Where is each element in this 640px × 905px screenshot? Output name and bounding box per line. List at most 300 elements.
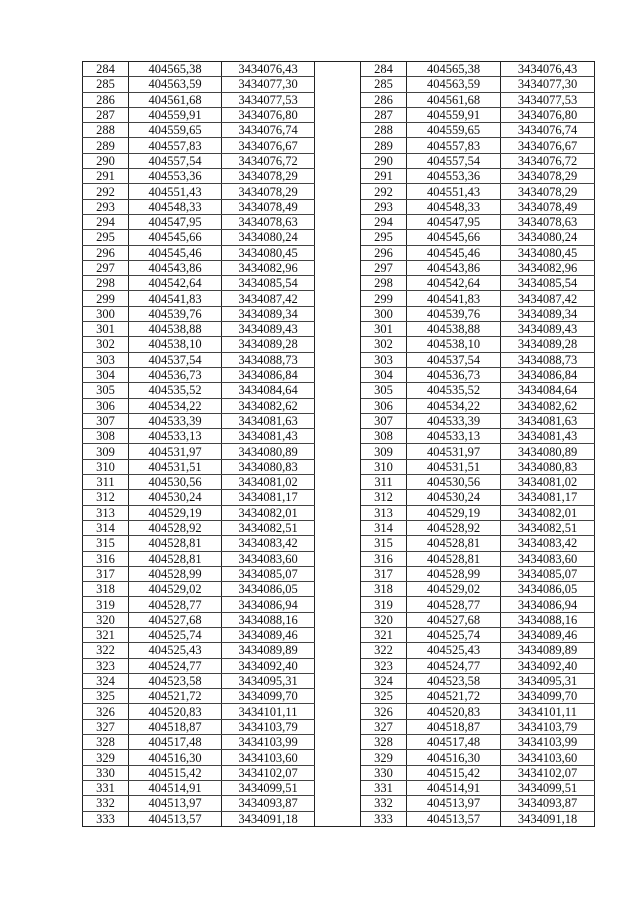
left-x-coordinate-cell: 404557,54 bbox=[129, 153, 222, 168]
left-x-coordinate-cell: 404565,38 bbox=[129, 62, 222, 77]
right-y-coordinate-cell: 3434087,42 bbox=[501, 291, 595, 306]
left-point-number-cell: 333 bbox=[83, 811, 129, 826]
right-x-coordinate-cell: 404538,88 bbox=[407, 322, 501, 337]
left-y-coordinate-cell: 3434088,73 bbox=[222, 352, 315, 367]
left-y-coordinate-cell: 3434077,30 bbox=[222, 77, 315, 92]
right-x-coordinate-cell: 404559,91 bbox=[407, 107, 501, 122]
right-point-number-cell: 320 bbox=[361, 612, 407, 627]
column-gap bbox=[315, 704, 361, 719]
right-x-coordinate-cell: 404530,56 bbox=[407, 475, 501, 490]
right-point-number-cell: 298 bbox=[361, 276, 407, 291]
left-point-number-cell: 328 bbox=[83, 735, 129, 750]
right-point-number-cell: 321 bbox=[361, 627, 407, 642]
right-point-number-cell: 316 bbox=[361, 551, 407, 566]
left-y-coordinate-cell: 3434080,45 bbox=[222, 245, 315, 260]
table-row bbox=[83, 750, 595, 765]
left-x-coordinate-cell: 404528,81 bbox=[129, 536, 222, 551]
right-point-number-cell: 291 bbox=[361, 169, 407, 184]
right-point-number-cell: 296 bbox=[361, 245, 407, 260]
left-x-coordinate-cell: 404545,66 bbox=[129, 230, 222, 245]
left-point-number-cell: 300 bbox=[83, 306, 129, 321]
left-point-number-cell: 326 bbox=[83, 704, 129, 719]
right-y-coordinate-cell: 3434089,43 bbox=[501, 322, 595, 337]
right-point-number-cell: 303 bbox=[361, 352, 407, 367]
left-point-number-cell: 301 bbox=[83, 322, 129, 337]
left-y-coordinate-cell: 3434095,31 bbox=[222, 673, 315, 688]
right-x-coordinate-cell: 404531,51 bbox=[407, 459, 501, 474]
column-gap bbox=[315, 490, 361, 505]
right-y-coordinate-cell: 3434103,99 bbox=[501, 735, 595, 750]
left-y-coordinate-cell: 3434080,24 bbox=[222, 230, 315, 245]
column-gap bbox=[315, 107, 361, 122]
right-x-coordinate-cell: 404515,42 bbox=[407, 765, 501, 780]
left-y-coordinate-cell: 3434081,63 bbox=[222, 413, 315, 428]
right-x-coordinate-cell: 404520,83 bbox=[407, 704, 501, 719]
left-x-coordinate-cell: 404517,48 bbox=[129, 735, 222, 750]
column-gap bbox=[315, 673, 361, 688]
column-gap bbox=[315, 536, 361, 551]
left-y-coordinate-cell: 3434076,80 bbox=[222, 107, 315, 122]
column-gap bbox=[315, 627, 361, 642]
right-y-coordinate-cell: 3434083,60 bbox=[501, 551, 595, 566]
left-y-coordinate-cell: 3434081,02 bbox=[222, 475, 315, 490]
right-y-coordinate-cell: 3434082,62 bbox=[501, 398, 595, 413]
table-row bbox=[83, 92, 595, 107]
left-x-coordinate-cell: 404518,87 bbox=[129, 719, 222, 734]
right-y-coordinate-cell: 3434099,51 bbox=[501, 780, 595, 795]
table-row bbox=[83, 199, 595, 214]
left-x-coordinate-cell: 404559,91 bbox=[129, 107, 222, 122]
left-point-number-cell: 318 bbox=[83, 582, 129, 597]
left-point-number-cell: 310 bbox=[83, 459, 129, 474]
column-gap bbox=[315, 796, 361, 811]
table-row bbox=[83, 689, 595, 704]
left-y-coordinate-cell: 3434081,43 bbox=[222, 429, 315, 444]
left-point-number-cell: 315 bbox=[83, 536, 129, 551]
left-y-coordinate-cell: 3434089,43 bbox=[222, 322, 315, 337]
right-y-coordinate-cell: 3434081,63 bbox=[501, 413, 595, 428]
column-gap bbox=[315, 77, 361, 92]
right-point-number-cell: 304 bbox=[361, 367, 407, 382]
left-x-coordinate-cell: 404538,88 bbox=[129, 322, 222, 337]
left-point-number-cell: 304 bbox=[83, 367, 129, 382]
right-y-coordinate-cell: 3434103,60 bbox=[501, 750, 595, 765]
table-row bbox=[83, 138, 595, 153]
right-x-coordinate-cell: 404542,64 bbox=[407, 276, 501, 291]
right-y-coordinate-cell: 3434091,18 bbox=[501, 811, 595, 826]
column-gap bbox=[315, 62, 361, 77]
right-point-number-cell: 287 bbox=[361, 107, 407, 122]
right-point-number-cell: 314 bbox=[361, 520, 407, 535]
right-y-coordinate-cell: 3434089,89 bbox=[501, 643, 595, 658]
right-y-coordinate-cell: 3434076,43 bbox=[501, 62, 595, 77]
right-x-coordinate-cell: 404528,81 bbox=[407, 551, 501, 566]
coordinate-table bbox=[82, 61, 595, 827]
left-x-coordinate-cell: 404541,83 bbox=[129, 291, 222, 306]
column-gap bbox=[315, 169, 361, 184]
left-point-number-cell: 306 bbox=[83, 398, 129, 413]
left-x-coordinate-cell: 404528,92 bbox=[129, 520, 222, 535]
left-point-number-cell: 290 bbox=[83, 153, 129, 168]
right-x-coordinate-cell: 404563,59 bbox=[407, 77, 501, 92]
right-point-number-cell: 290 bbox=[361, 153, 407, 168]
right-y-coordinate-cell: 3434089,28 bbox=[501, 337, 595, 352]
table-row bbox=[83, 566, 595, 581]
right-point-number-cell: 332 bbox=[361, 796, 407, 811]
right-point-number-cell: 327 bbox=[361, 719, 407, 734]
left-point-number-cell: 294 bbox=[83, 214, 129, 229]
table-row bbox=[83, 245, 595, 260]
right-x-coordinate-cell: 404525,74 bbox=[407, 627, 501, 642]
right-point-number-cell: 318 bbox=[361, 582, 407, 597]
left-x-coordinate-cell: 404529,02 bbox=[129, 582, 222, 597]
left-point-number-cell: 323 bbox=[83, 658, 129, 673]
table-row bbox=[83, 505, 595, 520]
left-y-coordinate-cell: 3434076,72 bbox=[222, 153, 315, 168]
left-y-coordinate-cell: 3434089,89 bbox=[222, 643, 315, 658]
right-point-number-cell: 308 bbox=[361, 429, 407, 444]
left-y-coordinate-cell: 3434089,34 bbox=[222, 306, 315, 321]
right-point-number-cell: 333 bbox=[361, 811, 407, 826]
right-x-coordinate-cell: 404516,30 bbox=[407, 750, 501, 765]
table-row bbox=[83, 582, 595, 597]
left-y-coordinate-cell: 3434078,63 bbox=[222, 214, 315, 229]
right-x-coordinate-cell: 404527,68 bbox=[407, 612, 501, 627]
column-gap bbox=[315, 750, 361, 765]
right-point-number-cell: 330 bbox=[361, 765, 407, 780]
left-x-coordinate-cell: 404525,43 bbox=[129, 643, 222, 658]
column-gap bbox=[315, 520, 361, 535]
right-y-coordinate-cell: 3434081,02 bbox=[501, 475, 595, 490]
column-gap bbox=[315, 505, 361, 520]
right-y-coordinate-cell: 3434081,43 bbox=[501, 429, 595, 444]
right-x-coordinate-cell: 404523,58 bbox=[407, 673, 501, 688]
left-point-number-cell: 324 bbox=[83, 673, 129, 688]
table-row bbox=[83, 551, 595, 566]
table-row bbox=[83, 260, 595, 275]
left-x-coordinate-cell: 404538,10 bbox=[129, 337, 222, 352]
column-gap bbox=[315, 367, 361, 382]
right-x-coordinate-cell: 404545,66 bbox=[407, 230, 501, 245]
right-x-coordinate-cell: 404548,33 bbox=[407, 199, 501, 214]
column-gap bbox=[315, 459, 361, 474]
table-row bbox=[83, 184, 595, 199]
left-x-coordinate-cell: 404539,76 bbox=[129, 306, 222, 321]
left-x-coordinate-cell: 404521,72 bbox=[129, 689, 222, 704]
left-x-coordinate-cell: 404524,77 bbox=[129, 658, 222, 673]
table-row bbox=[83, 398, 595, 413]
left-y-coordinate-cell: 3434091,18 bbox=[222, 811, 315, 826]
left-point-number-cell: 325 bbox=[83, 689, 129, 704]
left-point-number-cell: 298 bbox=[83, 276, 129, 291]
column-gap bbox=[315, 337, 361, 352]
left-y-coordinate-cell: 3434082,51 bbox=[222, 520, 315, 535]
left-y-coordinate-cell: 3434089,46 bbox=[222, 627, 315, 642]
table-row bbox=[83, 612, 595, 627]
table-row bbox=[83, 444, 595, 459]
right-y-coordinate-cell: 3434076,80 bbox=[501, 107, 595, 122]
left-point-number-cell: 291 bbox=[83, 169, 129, 184]
table-row bbox=[83, 796, 595, 811]
left-y-coordinate-cell: 3434082,01 bbox=[222, 505, 315, 520]
right-y-coordinate-cell: 3434078,29 bbox=[501, 169, 595, 184]
right-y-coordinate-cell: 3434078,49 bbox=[501, 199, 595, 214]
left-point-number-cell: 331 bbox=[83, 780, 129, 795]
right-y-coordinate-cell: 3434099,70 bbox=[501, 689, 595, 704]
left-y-coordinate-cell: 3434083,42 bbox=[222, 536, 315, 551]
right-y-coordinate-cell: 3434076,72 bbox=[501, 153, 595, 168]
left-x-coordinate-cell: 404514,91 bbox=[129, 780, 222, 795]
column-gap bbox=[315, 444, 361, 459]
table-row bbox=[83, 643, 595, 658]
right-point-number-cell: 313 bbox=[361, 505, 407, 520]
column-gap bbox=[315, 566, 361, 581]
left-y-coordinate-cell: 3434083,60 bbox=[222, 551, 315, 566]
left-y-coordinate-cell: 3434103,99 bbox=[222, 735, 315, 750]
left-y-coordinate-cell: 3434076,43 bbox=[222, 62, 315, 77]
left-point-number-cell: 313 bbox=[83, 505, 129, 520]
column-gap bbox=[315, 245, 361, 260]
right-point-number-cell: 288 bbox=[361, 123, 407, 138]
right-x-coordinate-cell: 404524,77 bbox=[407, 658, 501, 673]
right-x-coordinate-cell: 404528,99 bbox=[407, 566, 501, 581]
table-row bbox=[83, 352, 595, 367]
left-y-coordinate-cell: 3434092,40 bbox=[222, 658, 315, 673]
left-y-coordinate-cell: 3434086,84 bbox=[222, 367, 315, 382]
left-y-coordinate-cell: 3434080,83 bbox=[222, 459, 315, 474]
right-y-coordinate-cell: 3434080,89 bbox=[501, 444, 595, 459]
left-point-number-cell: 288 bbox=[83, 123, 129, 138]
left-x-coordinate-cell: 404559,65 bbox=[129, 123, 222, 138]
right-point-number-cell: 286 bbox=[361, 92, 407, 107]
right-x-coordinate-cell: 404530,24 bbox=[407, 490, 501, 505]
left-point-number-cell: 297 bbox=[83, 260, 129, 275]
column-gap bbox=[315, 260, 361, 275]
table-row bbox=[83, 153, 595, 168]
right-point-number-cell: 299 bbox=[361, 291, 407, 306]
right-x-coordinate-cell: 404535,52 bbox=[407, 383, 501, 398]
left-point-number-cell: 320 bbox=[83, 612, 129, 627]
right-y-coordinate-cell: 3434076,74 bbox=[501, 123, 595, 138]
table-row bbox=[83, 367, 595, 382]
left-x-coordinate-cell: 404543,86 bbox=[129, 260, 222, 275]
right-point-number-cell: 323 bbox=[361, 658, 407, 673]
table-row bbox=[83, 230, 595, 245]
right-point-number-cell: 310 bbox=[361, 459, 407, 474]
left-point-number-cell: 312 bbox=[83, 490, 129, 505]
right-point-number-cell: 319 bbox=[361, 597, 407, 612]
table-row bbox=[83, 337, 595, 352]
left-point-number-cell: 319 bbox=[83, 597, 129, 612]
right-x-coordinate-cell: 404514,91 bbox=[407, 780, 501, 795]
left-y-coordinate-cell: 3434093,87 bbox=[222, 796, 315, 811]
table-row bbox=[83, 291, 595, 306]
column-gap bbox=[315, 383, 361, 398]
right-y-coordinate-cell: 3434085,54 bbox=[501, 276, 595, 291]
column-gap bbox=[315, 551, 361, 566]
left-point-number-cell: 308 bbox=[83, 429, 129, 444]
left-x-coordinate-cell: 404533,39 bbox=[129, 413, 222, 428]
left-x-coordinate-cell: 404530,24 bbox=[129, 490, 222, 505]
right-point-number-cell: 289 bbox=[361, 138, 407, 153]
left-x-coordinate-cell: 404553,36 bbox=[129, 169, 222, 184]
right-x-coordinate-cell: 404561,68 bbox=[407, 92, 501, 107]
right-y-coordinate-cell: 3434082,01 bbox=[501, 505, 595, 520]
left-x-coordinate-cell: 404534,22 bbox=[129, 398, 222, 413]
column-gap bbox=[315, 719, 361, 734]
left-y-coordinate-cell: 3434103,60 bbox=[222, 750, 315, 765]
right-y-coordinate-cell: 3434085,07 bbox=[501, 566, 595, 581]
coordinate-table-body bbox=[83, 62, 595, 827]
right-x-coordinate-cell: 404521,72 bbox=[407, 689, 501, 704]
left-y-coordinate-cell: 3434086,94 bbox=[222, 597, 315, 612]
right-x-coordinate-cell: 404525,43 bbox=[407, 643, 501, 658]
column-gap bbox=[315, 765, 361, 780]
right-point-number-cell: 315 bbox=[361, 536, 407, 551]
left-y-coordinate-cell: 3434078,29 bbox=[222, 169, 315, 184]
left-point-number-cell: 292 bbox=[83, 184, 129, 199]
right-point-number-cell: 329 bbox=[361, 750, 407, 765]
left-y-coordinate-cell: 3434078,29 bbox=[222, 184, 315, 199]
left-x-coordinate-cell: 404531,51 bbox=[129, 459, 222, 474]
column-gap bbox=[315, 322, 361, 337]
column-gap bbox=[315, 735, 361, 750]
left-point-number-cell: 311 bbox=[83, 475, 129, 490]
left-y-coordinate-cell: 3434082,96 bbox=[222, 260, 315, 275]
left-point-number-cell: 293 bbox=[83, 199, 129, 214]
left-point-number-cell: 299 bbox=[83, 291, 129, 306]
right-y-coordinate-cell: 3434077,30 bbox=[501, 77, 595, 92]
right-x-coordinate-cell: 404565,38 bbox=[407, 62, 501, 77]
right-point-number-cell: 295 bbox=[361, 230, 407, 245]
right-y-coordinate-cell: 3434082,51 bbox=[501, 520, 595, 535]
right-y-coordinate-cell: 3434080,45 bbox=[501, 245, 595, 260]
column-gap bbox=[315, 429, 361, 444]
left-point-number-cell: 332 bbox=[83, 796, 129, 811]
table-row bbox=[83, 627, 595, 642]
right-x-coordinate-cell: 404547,95 bbox=[407, 214, 501, 229]
left-point-number-cell: 309 bbox=[83, 444, 129, 459]
right-x-coordinate-cell: 404553,36 bbox=[407, 169, 501, 184]
table-row bbox=[83, 765, 595, 780]
left-point-number-cell: 322 bbox=[83, 643, 129, 658]
left-x-coordinate-cell: 404535,52 bbox=[129, 383, 222, 398]
right-x-coordinate-cell: 404529,19 bbox=[407, 505, 501, 520]
left-y-coordinate-cell: 3434077,53 bbox=[222, 92, 315, 107]
left-point-number-cell: 327 bbox=[83, 719, 129, 734]
right-y-coordinate-cell: 3434086,84 bbox=[501, 367, 595, 382]
table-row bbox=[83, 62, 595, 77]
column-gap bbox=[315, 123, 361, 138]
right-x-coordinate-cell: 404533,39 bbox=[407, 413, 501, 428]
right-point-number-cell: 317 bbox=[361, 566, 407, 581]
left-x-coordinate-cell: 404523,58 bbox=[129, 673, 222, 688]
table-row bbox=[83, 673, 595, 688]
right-point-number-cell: 293 bbox=[361, 199, 407, 214]
left-point-number-cell: 285 bbox=[83, 77, 129, 92]
left-y-coordinate-cell: 3434076,67 bbox=[222, 138, 315, 153]
left-x-coordinate-cell: 404561,68 bbox=[129, 92, 222, 107]
right-point-number-cell: 328 bbox=[361, 735, 407, 750]
left-x-coordinate-cell: 404520,83 bbox=[129, 704, 222, 719]
left-x-coordinate-cell: 404551,43 bbox=[129, 184, 222, 199]
column-gap bbox=[315, 291, 361, 306]
left-y-coordinate-cell: 3434086,05 bbox=[222, 582, 315, 597]
right-point-number-cell: 307 bbox=[361, 413, 407, 428]
right-x-coordinate-cell: 404539,76 bbox=[407, 306, 501, 321]
right-y-coordinate-cell: 3434080,24 bbox=[501, 230, 595, 245]
left-x-coordinate-cell: 404516,30 bbox=[129, 750, 222, 765]
column-gap bbox=[315, 413, 361, 428]
right-y-coordinate-cell: 3434078,29 bbox=[501, 184, 595, 199]
column-gap bbox=[315, 612, 361, 627]
right-x-coordinate-cell: 404538,10 bbox=[407, 337, 501, 352]
column-gap bbox=[315, 184, 361, 199]
left-y-coordinate-cell: 3434099,51 bbox=[222, 780, 315, 795]
right-x-coordinate-cell: 404543,86 bbox=[407, 260, 501, 275]
left-x-coordinate-cell: 404528,81 bbox=[129, 551, 222, 566]
table-row bbox=[83, 704, 595, 719]
right-x-coordinate-cell: 404536,73 bbox=[407, 367, 501, 382]
right-y-coordinate-cell: 3434093,87 bbox=[501, 796, 595, 811]
right-x-coordinate-cell: 404541,83 bbox=[407, 291, 501, 306]
right-x-coordinate-cell: 404531,97 bbox=[407, 444, 501, 459]
table-row bbox=[83, 383, 595, 398]
table-row bbox=[83, 658, 595, 673]
column-gap bbox=[315, 597, 361, 612]
column-gap bbox=[315, 658, 361, 673]
column-gap bbox=[315, 811, 361, 826]
right-x-coordinate-cell: 404517,48 bbox=[407, 735, 501, 750]
right-point-number-cell: 284 bbox=[361, 62, 407, 77]
right-y-coordinate-cell: 3434084,64 bbox=[501, 383, 595, 398]
right-x-coordinate-cell: 404518,87 bbox=[407, 719, 501, 734]
left-y-coordinate-cell: 3434103,79 bbox=[222, 719, 315, 734]
table-row bbox=[83, 123, 595, 138]
table-row bbox=[83, 719, 595, 734]
left-y-coordinate-cell: 3434089,28 bbox=[222, 337, 315, 352]
left-x-coordinate-cell: 404557,83 bbox=[129, 138, 222, 153]
column-gap bbox=[315, 214, 361, 229]
left-y-coordinate-cell: 3434078,49 bbox=[222, 199, 315, 214]
left-y-coordinate-cell: 3434085,54 bbox=[222, 276, 315, 291]
right-point-number-cell: 297 bbox=[361, 260, 407, 275]
right-point-number-cell: 300 bbox=[361, 306, 407, 321]
right-point-number-cell: 302 bbox=[361, 337, 407, 352]
left-point-number-cell: 330 bbox=[83, 765, 129, 780]
left-y-coordinate-cell: 3434087,42 bbox=[222, 291, 315, 306]
right-point-number-cell: 331 bbox=[361, 780, 407, 795]
table-row bbox=[83, 597, 595, 612]
left-x-coordinate-cell: 404527,68 bbox=[129, 612, 222, 627]
right-y-coordinate-cell: 3434083,42 bbox=[501, 536, 595, 551]
right-point-number-cell: 309 bbox=[361, 444, 407, 459]
right-point-number-cell: 324 bbox=[361, 673, 407, 688]
right-point-number-cell: 326 bbox=[361, 704, 407, 719]
left-point-number-cell: 329 bbox=[83, 750, 129, 765]
left-x-coordinate-cell: 404545,46 bbox=[129, 245, 222, 260]
column-gap bbox=[315, 582, 361, 597]
left-x-coordinate-cell: 404529,19 bbox=[129, 505, 222, 520]
left-x-coordinate-cell: 404536,73 bbox=[129, 367, 222, 382]
table-row bbox=[83, 306, 595, 321]
left-y-coordinate-cell: 3434099,70 bbox=[222, 689, 315, 704]
right-x-coordinate-cell: 404537,54 bbox=[407, 352, 501, 367]
table-row bbox=[83, 735, 595, 750]
left-y-coordinate-cell: 3434088,16 bbox=[222, 612, 315, 627]
right-y-coordinate-cell: 3434102,07 bbox=[501, 765, 595, 780]
column-gap bbox=[315, 199, 361, 214]
